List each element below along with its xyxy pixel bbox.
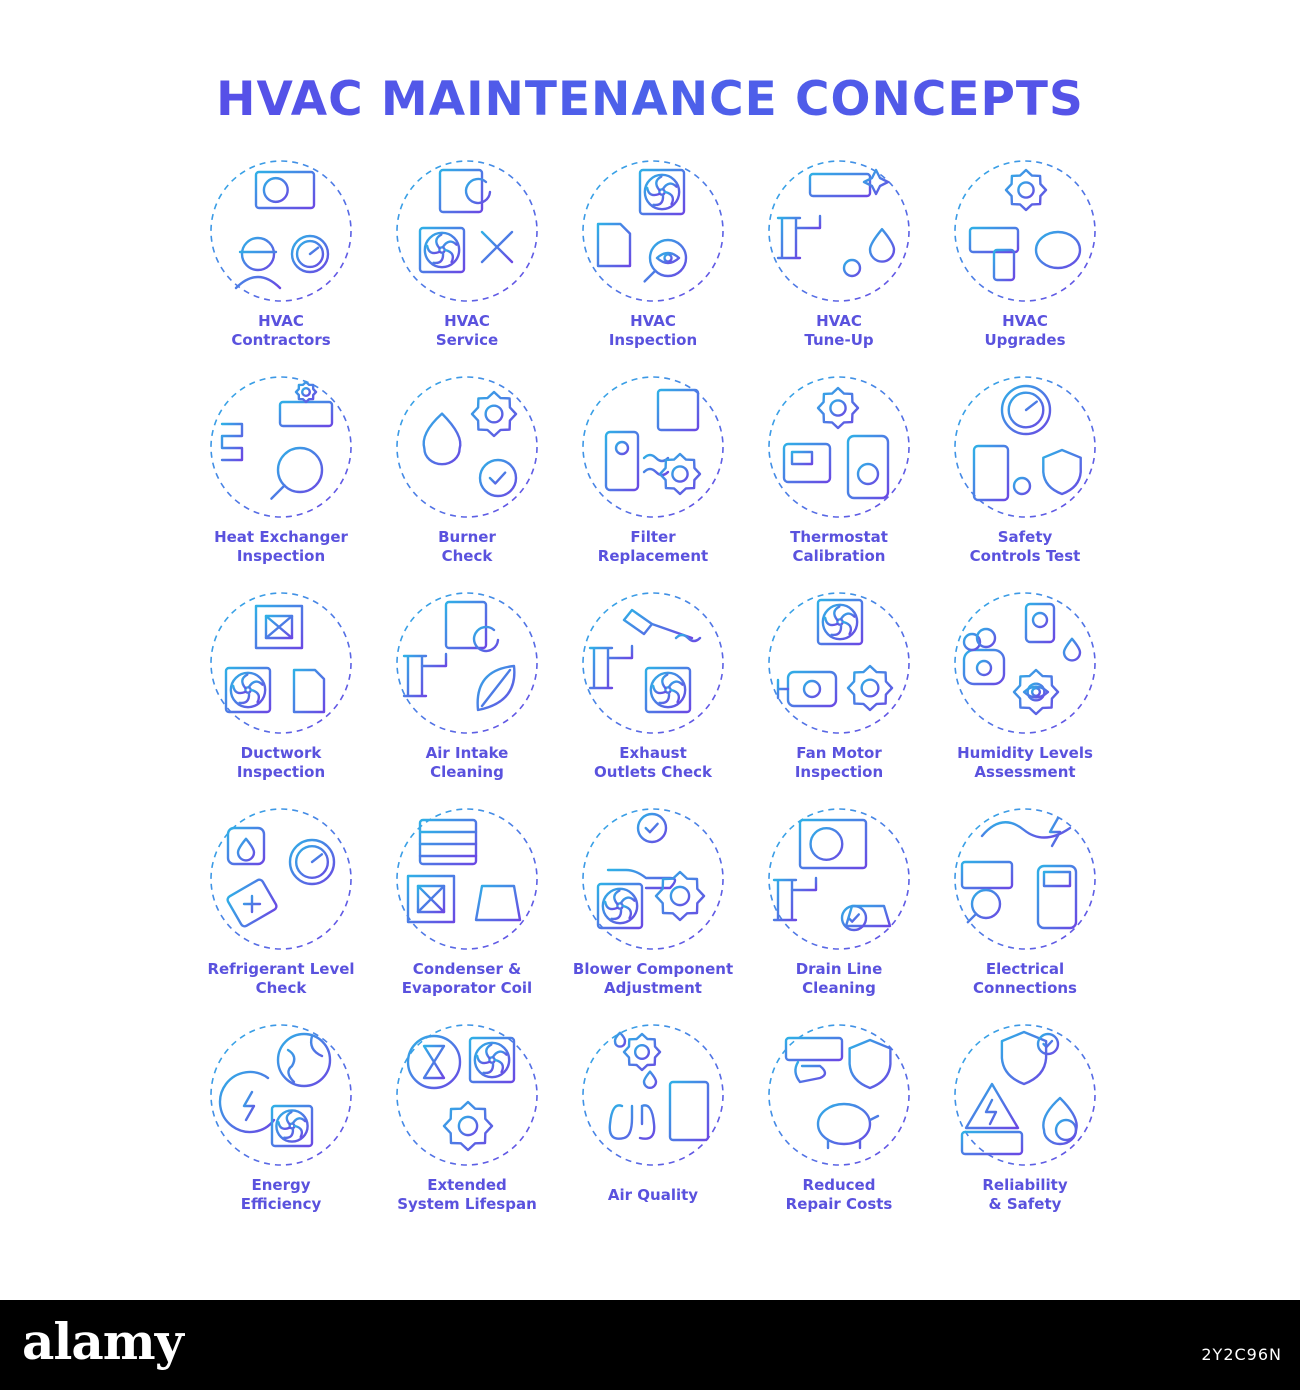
concept-label-line-1: Air Intake — [425, 744, 509, 762]
concept-label — [746, 1176, 932, 1214]
concept-label-line-1: Air Quality — [607, 1186, 699, 1204]
concept-label-line-2: Adjustment — [604, 979, 702, 997]
concept-label-line-1: Reduced — [802, 1176, 876, 1194]
concept-label-line-1: Ductwork — [240, 744, 322, 762]
concept-label-line-1: Filter — [630, 528, 676, 546]
concept-item — [560, 150, 746, 366]
concept-label-line-2: System Lifespan — [397, 1195, 537, 1213]
concept-label-line-2: Upgrades — [984, 331, 1066, 349]
stock-image-id: 2Y2C96N — [1201, 1345, 1282, 1364]
concept-label-line-2: & Safety — [988, 1195, 1062, 1213]
brand-logo: alamy — [22, 1312, 183, 1371]
concept-item — [932, 1014, 1118, 1230]
concept-label-line-2: Efficiency — [240, 1195, 322, 1213]
concept-label-line-1: Condenser & — [412, 960, 522, 978]
concept-label — [374, 1176, 560, 1214]
filter-leaf-icon — [394, 590, 540, 736]
icon-grid — [188, 150, 1118, 1230]
gear-upgrade-icon — [952, 158, 1098, 304]
concept-label — [932, 312, 1118, 350]
concept-item — [560, 1014, 746, 1230]
checklist-eye-icon — [580, 158, 726, 304]
ac-temperature-icon — [766, 158, 912, 304]
exhaust-fan-icon — [580, 590, 726, 736]
concept-label-line-1: Refrigerant Level — [207, 960, 355, 978]
concept-label-line-1: Humidity Levels — [957, 744, 1093, 762]
concept-label-line-2: Cleaning — [430, 763, 504, 781]
concept-label — [746, 744, 932, 782]
concept-label — [188, 528, 374, 566]
lungs-filter-icon — [580, 1022, 726, 1168]
concept-label-line-2: Assessment — [974, 763, 1076, 781]
concept-label-line-1: Blower Component — [572, 960, 734, 978]
concept-label-line-1: Reliability — [982, 1176, 1068, 1194]
concept-label-line-1: Drain Line — [795, 960, 883, 978]
watermark-bar — [0, 1300, 1300, 1390]
concept-label — [188, 744, 374, 782]
concept-item — [560, 366, 746, 582]
concept-label-line-1: HVAC — [816, 312, 862, 330]
hand-check-gear-icon — [580, 806, 726, 952]
concept-item — [374, 150, 560, 366]
concept-label — [560, 744, 746, 782]
concept-label-line-1: Extended — [427, 1176, 507, 1194]
concept-label — [932, 1176, 1118, 1214]
concept-label — [374, 744, 560, 782]
concept-label — [932, 528, 1118, 566]
fan-tools-icon — [394, 158, 540, 304]
concept-item — [746, 798, 932, 1014]
drain-broom-icon — [766, 806, 912, 952]
concept-label-line-2: Outlets Check — [594, 763, 712, 781]
concept-label-line-2: Inspection — [608, 331, 698, 349]
concept-item — [188, 1014, 374, 1230]
concept-label-line-2: Contractors — [231, 331, 331, 349]
concept-label-line-1: Exhaust — [619, 744, 687, 762]
concept-item — [560, 798, 746, 1014]
hourglass-fan-icon — [394, 1022, 540, 1168]
concept-label — [932, 960, 1118, 998]
page-title: HVAC MAINTENANCE CONCEPTS — [0, 72, 1300, 127]
filter-cycle-icon — [580, 374, 726, 520]
concept-label-line-2: Repair Costs — [785, 1195, 893, 1213]
concept-label-line-2: Connections — [973, 979, 1077, 997]
duct-document-icon — [208, 590, 354, 736]
concept-label-line-2: Cleaning — [802, 979, 876, 997]
concept-label-line-1: HVAC — [630, 312, 676, 330]
heat-exchanger-icon — [208, 374, 354, 520]
concept-label — [560, 528, 746, 566]
concept-item — [374, 366, 560, 582]
concept-item — [932, 366, 1118, 582]
concept-label-line-2: Evaporator Coil — [401, 979, 533, 997]
concept-label — [188, 1176, 374, 1214]
concept-label-line-2: Inspection — [236, 763, 326, 781]
concept-label-line-1: Heat Exchanger — [214, 528, 348, 546]
flame-gear-icon — [394, 374, 540, 520]
humidity-eye-icon — [952, 590, 1098, 736]
worker-gauge-icon — [208, 158, 354, 304]
warning-shield-icon — [952, 1022, 1098, 1168]
concept-label — [560, 960, 746, 998]
concept-item — [932, 582, 1118, 798]
concept-label-line-1: HVAC — [444, 312, 490, 330]
concept-label-line-2: Tune-Up — [804, 331, 874, 349]
concept-label — [746, 960, 932, 998]
coil-broom-icon — [394, 806, 540, 952]
concept-label-line-1: Electrical — [985, 960, 1065, 978]
concept-label-line-1: Burner — [438, 528, 496, 546]
concept-label-line-2: Inspection — [794, 763, 884, 781]
concept-label-line-1: Fan Motor — [796, 744, 882, 762]
concept-item — [560, 582, 746, 798]
concept-label — [746, 312, 932, 350]
concept-label-line-2: Controls Test — [969, 547, 1081, 565]
concept-label — [560, 1186, 746, 1205]
concept-label-line-2: Service — [435, 331, 499, 349]
concept-label — [560, 312, 746, 350]
concept-item — [746, 150, 932, 366]
concept-label-line-1: Thermostat — [790, 528, 888, 546]
concept-label-line-1: Energy — [251, 1176, 311, 1194]
concept-label — [188, 960, 374, 998]
concept-label — [932, 744, 1118, 782]
concept-item — [746, 366, 932, 582]
concept-item — [374, 582, 560, 798]
concept-label — [374, 312, 560, 350]
concept-item — [932, 150, 1118, 366]
concept-item — [188, 798, 374, 1014]
concept-label — [188, 312, 374, 350]
concept-label-line-2: Inspection — [236, 547, 326, 565]
concept-item — [746, 582, 932, 798]
concept-label-line-2: Calibration — [792, 547, 886, 565]
concept-label — [374, 960, 560, 998]
concept-item — [374, 798, 560, 1014]
concept-label-line-2: Replacement — [597, 547, 709, 565]
gauge-shield-icon — [952, 374, 1098, 520]
concept-item — [188, 582, 374, 798]
thermostat-meter-icon — [766, 374, 912, 520]
concept-item — [746, 1014, 932, 1230]
refrigerant-gauge-icon — [208, 806, 354, 952]
concept-item — [374, 1014, 560, 1230]
concept-item — [932, 798, 1118, 1014]
concept-item — [188, 150, 374, 366]
concept-label-line-2: Check — [255, 979, 307, 997]
concept-label-line-1: HVAC — [1002, 312, 1048, 330]
globe-energy-icon — [208, 1022, 354, 1168]
motor-gear-icon — [766, 590, 912, 736]
concept-label-line-1: HVAC — [258, 312, 304, 330]
concept-label — [374, 528, 560, 566]
multimeter-wire-icon — [952, 806, 1098, 952]
concept-label — [746, 528, 932, 566]
concept-item — [188, 366, 374, 582]
concept-label-line-1: Safety — [997, 528, 1053, 546]
piggy-shield-icon — [766, 1022, 912, 1168]
concept-label-line-2: Check — [441, 547, 493, 565]
